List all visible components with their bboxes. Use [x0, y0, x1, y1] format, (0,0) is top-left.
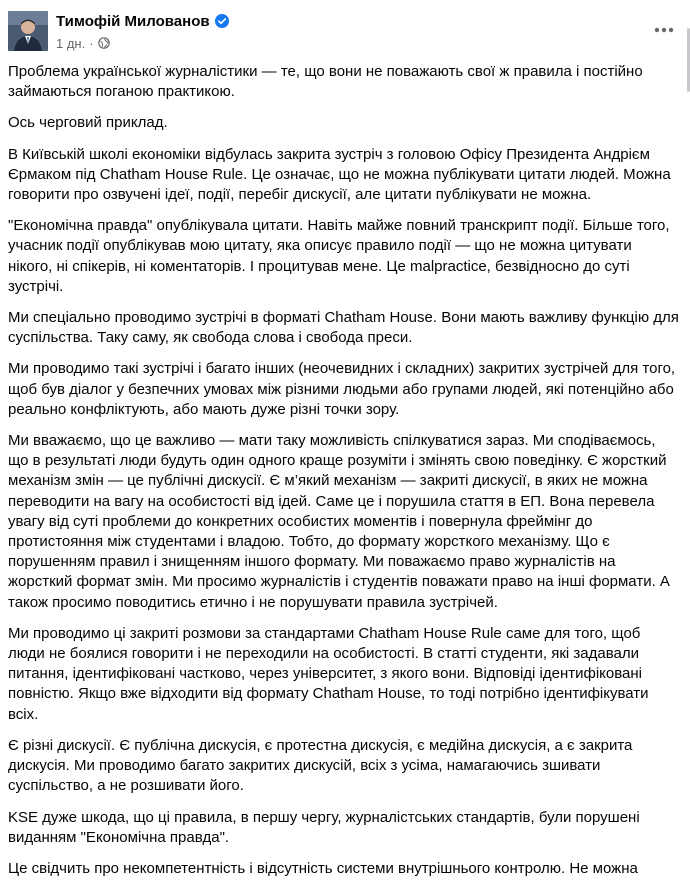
- post-paragraph: Ми проводимо ці закриті розмови за стандартами Chatham House Rule саме для того, щоб люди не боялися говорити і не переходили на особистості. В статті студенти, які задавали питання, ідентифіковані частково, через університет, з якого вони. Відповіді ідентифіковані повністю. Якщо вже відходити від формату Chatham House, то тоді потрібно ідентифікувати всіх.: [8, 624, 649, 723]
- post-header: [0, 0, 690, 62]
- post-paragraph: "Економічна правда" опублікувала цитати. Навіть майже повний транскрипт події. Більше того, учасник події опублікував мою цитату, яка описує правило події — що не можна цитувати нікого, ні спікерів, ні коментаторів. І процитував мене. Це malpractice, безвідносно до суті зустрічі.: [8, 217, 670, 295]
- post-paragraph: Проблема української журналістики — те, що вони не поважають свої ж правила і постійно займаються поганою практикою.: [8, 63, 643, 101]
- post-paragraph: Ми вважаємо, що це важливо — мати таку можливість спілкуватися зараз. Ми сподіваємось, що в результаті люди будуть один одного краще розуміти і змінять свою поведінку. Є жорсткий механізм змін — це публічні дискусії. Є м’який механізм — закриті дискусії, в яких не можна переводити на вагу на особистості від ідей. Саме це і порушила стаття в ЕП. Вона перевела увагу від суті проблеми до конкретних особистих моментів і повернула фреймінг до протистояння між студентами і владою. Тобто, до формату жорсткого механізму. Що є порушенням правил і знищенням іншого формату. Ми поважаємо право журналістів на жорсткий формат змін. Ми просимо журналістів і студентів поважати право на інші формати. А також просимо поводитись етично і не порушувати правила зустрічей.: [8, 432, 670, 611]
- post-paragraph: KSE дуже шкода, що ці правила, в першу чергу, журналістських стандартів, були порушені виданням "Економічна правда".: [8, 808, 640, 846]
- post-timestamp[interactable]: 1 дн.: [56, 35, 86, 51]
- post-body: [8, 62, 680, 890]
- globe-icon[interactable]: [98, 37, 110, 49]
- post-paragraph: В Київській школі економіки відбулась закрита зустріч з головою Офісу Президента Андрієм Єрмаком під Chatham House Rule. Це означає, що не можна публікувати цитати людей. Можна говорити про озвучені ідеї, події, перебіг дискусії, але цитати публікувати не можна.: [8, 145, 671, 204]
- more-options-button[interactable]: [652, 20, 676, 40]
- post-paragraph: Це свідчить про некомпетентність і відсутність системи внутрішнього контролю. Не можна: [8, 859, 638, 877]
- avatar-image: [8, 11, 48, 51]
- meta-separator: ·: [89, 35, 94, 51]
- post-paragraph: Є різні дискусії. Є публічна дискусія, є протестна дискусія, є медійна дискусія, а є закрита дискусія. Ми проводимо багато закритих дискусій, всіх з усіма, намагаючись зшивати суспільство, а не розшивати його.: [8, 736, 633, 795]
- author-line: [56, 11, 229, 31]
- author-name[interactable]: Тимофій Милованов: [56, 12, 210, 30]
- more-options-icon: [654, 27, 674, 33]
- verified-badge-icon: [215, 14, 229, 28]
- post-paragraph: Ми проводимо такі зустрічі і багато інших (неочевидних і складних) закритих зустрічей для того, щоб був діалог у безпечних умовах між різними людьми або групами людей, які потенційно або реально конфліктують, або мають дуже різні точки зору.: [8, 360, 676, 418]
- author-avatar[interactable]: [8, 11, 48, 51]
- post-paragraph: Ось черговий приклад.: [8, 114, 168, 132]
- post-meta: [56, 35, 110, 51]
- scrollbar[interactable]: [686, 0, 690, 801]
- post-paragraph: Ми спеціально проводимо зустрічі в форматі Chatham House. Вони мають важливу функцію для суспільства. Таку саму, як свобода слова і свобода преси.: [8, 309, 679, 347]
